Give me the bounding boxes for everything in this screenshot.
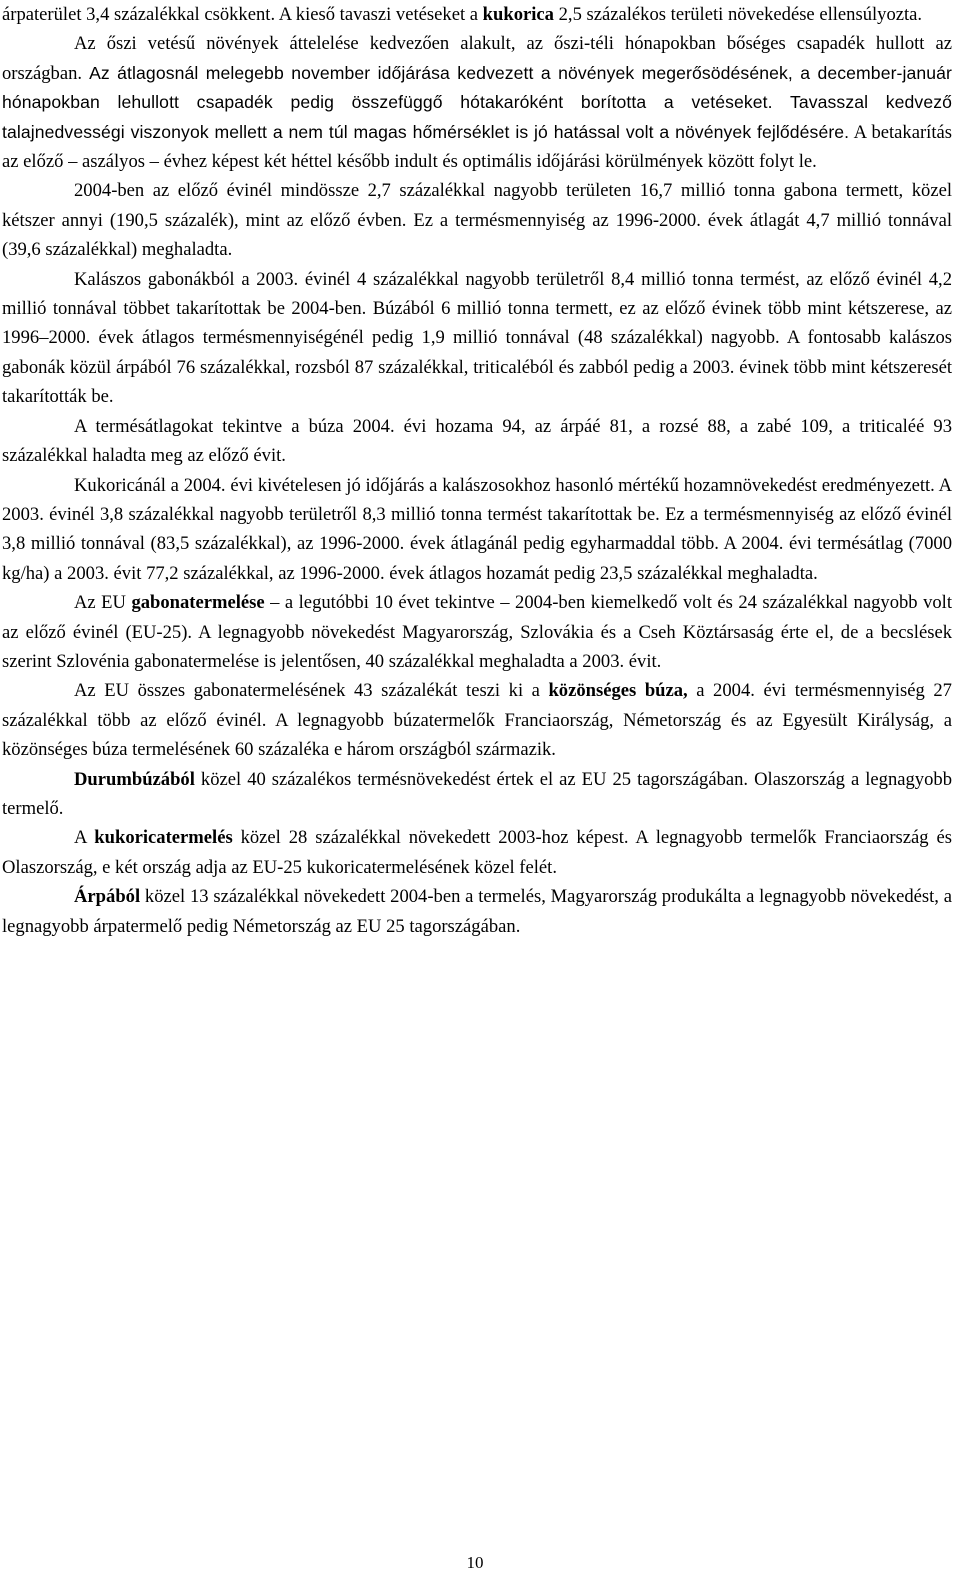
- text-run: közel 13 százalékkal növekedett 2004-ben a termelés, Magyarország produkálta a legnagyobb növekedést, a legnagyobb árpatermelő pedig Németország az EU 25 tagországában.: [2, 886, 952, 937]
- bold-text-run: közönséges búza,: [548, 680, 688, 702]
- bold-text-run: kukorica: [482, 4, 554, 25]
- paragraph: [2, 823, 952, 882]
- bold-text-run: Árpából: [74, 886, 141, 908]
- body-text: [2, 0, 952, 941]
- text-run: a 2004. évi termésmennyiség 27 százalékkal több az előző évinél. A legnagyobb búzatermelők Franciaország, Németország és az Egyesült Királyság, a közönséges búza termelésének 60 százaléka e három országból származik.: [2, 680, 952, 761]
- text-run: A betakarítás az előző – aszályos – évhez képest két héttel később indult és optimális időjárási körülmények között folyt le.: [2, 121, 952, 173]
- bold-text-run: Durumbúzából: [74, 768, 195, 790]
- paragraph: [2, 765, 952, 824]
- text-run: árpaterület 3,4 százalékkal csökkent. A kieső tavaszi vetéseket a: [2, 4, 483, 25]
- text-run: A termésátlagokat tekintve a búza 2004. évi hozama 94, az árpáé 81, a rozsé 88, a zabé 109, a triticaléé 93 százalékkal haladta meg az előző évit.: [2, 415, 952, 467]
- paragraph: [2, 588, 952, 676]
- text-run: Kalászos gabonákból a 2003. évinél 4 százalékkal nagyobb területről 8,4 millió tonna termést, az előző évinél 4,2 millió tonnával többet takarítottak be 2004-ben. Búzából 6 millió tonna termett, ez az előző évinek több mint kétszerese, az 1996–2000. évek átlagos termésmennyiségénél pedig 1,9 millió tonnával (48 százalékkal) nagyobb. A fontosabb kalászos gabonák közül árpából 76 százalékkal, rozsból 87 százalékkal, triticaléból és zabból pedig a 2003. évinek több mint kétszeresét takarították be.: [2, 268, 952, 408]
- text-run: közel 40 százalékos termésnövekedést értek el az EU 25 tagországában. Olaszország a legnagyobb termelő.: [2, 768, 952, 819]
- text-run: 2,5 százalékos területi növekedése ellensúlyozta.: [553, 4, 923, 25]
- text-run: 2004-ben az előző évinél mindössze 2,7 százalékkal nagyobb területen 16,7 millió tonna gabona termett, közel kétszer annyi (190,5 százalék), mint az előző évben. Ez a termésmennyiség az 1996-2000. évek átlagát 4,7 millió tonnával (39,6 százalékkal) meghaladta.: [2, 180, 952, 261]
- text-run: – a legutóbbi 10 évet tekintve – 2004-ben kiemelkedő volt és 24 százalékkal nagyobb volt az előző évinél (EU-25). A legnagyobb növekedést Magyarország, Szlovákia és a Cseh Köztársaság érte el, de a becslések szerint Szlovénia gabonatermelése is jelentősen, 40 százalékkal meghaladta a 2003. évit.: [2, 592, 952, 672]
- text-run: Az EU: [74, 592, 132, 614]
- page-number: 10: [466, 1553, 484, 1572]
- paragraph: [2, 412, 952, 471]
- bold-text-run: gabonatermelése: [131, 592, 265, 614]
- paragraph: [2, 0, 952, 29]
- text-run: Az EU összes gabonatermelésének 43 százalékát teszi ki a: [74, 680, 549, 702]
- paragraph: [2, 265, 952, 412]
- paragraph: [2, 676, 952, 764]
- text-run: Az átlagosnál melegebb november időjárása kedvezett a növények megerősödésének, a december-január hónapokban lehullott csapadék pedig összefüggő hótakaróként borította a vetéseket. Tavasszal kedvező talajnedvességi viszonyok mellett a nem túl magas hőmérséklet is jó hatással volt a növények fejlődésére.: [2, 62, 953, 142]
- text-run: Kukoricánál a 2004. évi kivételesen jó időjárás a kalászosokhoz hasonló mértékű hozamnövekedést eredményezett. A 2003. évinél 3,8 százalékkal nagyobb területről 8,3 millió tonna termést takarítottak be. Ez a termésmennyiség az előző évinél 3,8 millió tonnával (83,5 százalékkal), az 1996-2000. évek átlagánál pedig egyharmaddal több. A 2004. évi termésátlag (7000 kg/ha) a 2003. évit 77,2 százalékkal, az 1996-2000. évek átlagos hozamát pedig 23,5 százalékkal meghaladta.: [2, 474, 952, 584]
- paragraph: [2, 29, 952, 176]
- paragraph: [2, 176, 952, 264]
- text-run: Az őszi vetésű növények áttelelése kedvezően alakult, az őszi-téli hónapokban bőséges csapadék hullott az országban.: [2, 33, 952, 84]
- bold-text-run: kukoricatermelés: [94, 827, 233, 849]
- paragraph: [2, 471, 952, 589]
- paragraph: [2, 882, 952, 941]
- text-run: A: [74, 827, 95, 849]
- text-run: közel 28 százalékkal növekedett 2003-hoz képest. A legnagyobb termelők Franciaország és Olaszország, e két ország adja az EU-25 kukoricatermelésének közel felét.: [2, 827, 952, 878]
